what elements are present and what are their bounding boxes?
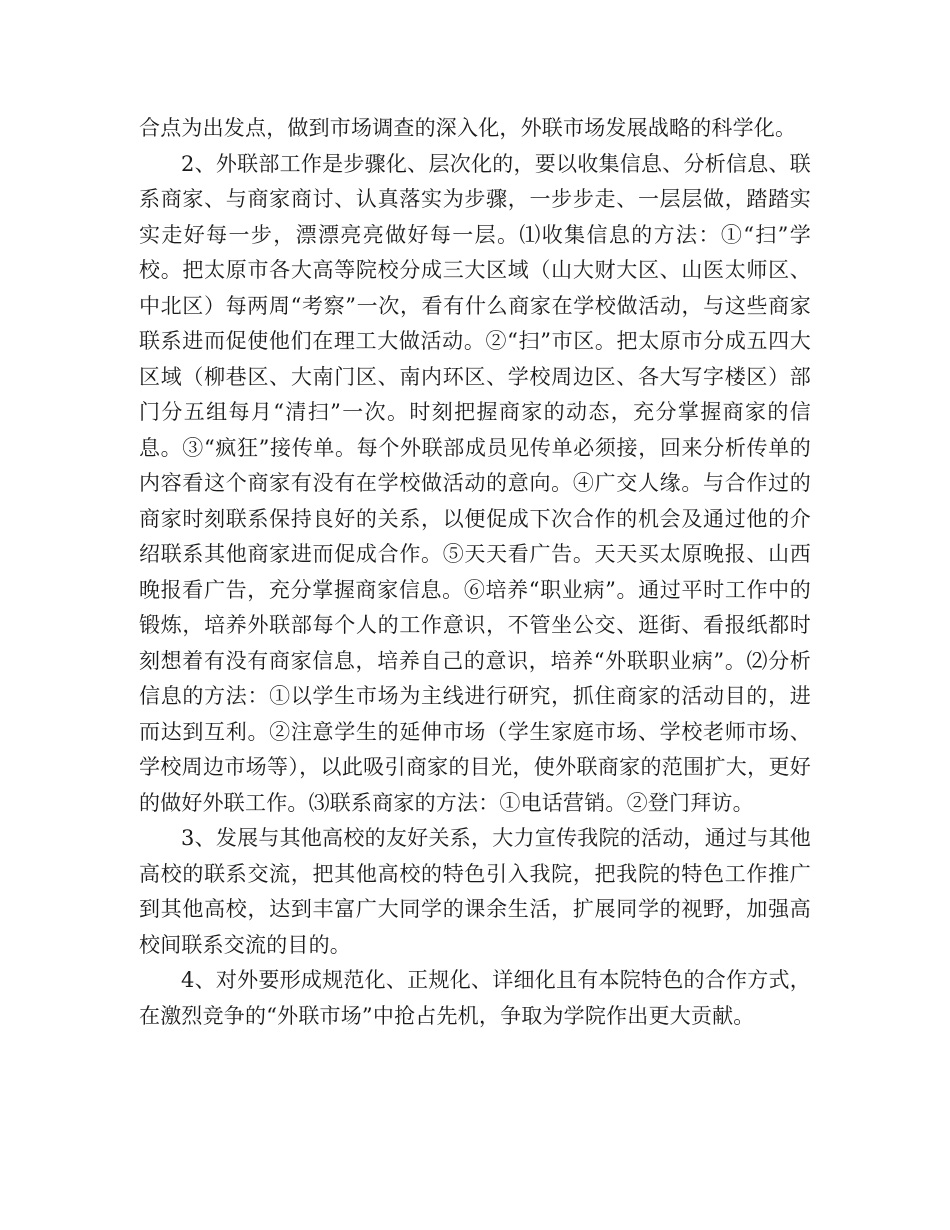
document-body xyxy=(139,111,811,1034)
paragraph-continuation: 合点为出发点，做到市场调查的深入化，外联市场发展战略的科学化。 xyxy=(139,116,797,140)
paragraph-item-4: 4、对外要形成规范化、正规化、详细化且有本院特色的合作方式，在激烈竞争的“外联市场”中抢占先机，争取为学院作出更大贡献。 xyxy=(139,968,811,1028)
paragraph-item-3: 3、发展与其他高校的友好关系，大力宣传我院的活动，通过与其他高校的联系交流，把其他高校的特色引入我院，把我院的特色工作推广到其他高校，达到丰富广大同学的课余生活，扩展同学的视野，加强高校间联系交流的目的。 xyxy=(139,826,811,957)
paragraph-item-2: 2、外联部工作是步骤化、层次化的，要以收集信息、分析信息、联系商家、与商家商讨、认真落实为步骤，一步步走、一层层做，踏踏实实走好每一步，漂漂亮亮做好每一层。⑴收集信息的方法：①“扫”学校。把太原市各大高等院校分成三大区域（山大财大区、山医太师区、中北区）每两周“考察”一次，看有什么商家在学校做活动，与这些商家联系进而促使他们在理工大做活动。②“扫”市区。把太原市分成五四大区域（柳巷区、大南门区、南内环区、学校周边区、各大写字楼区）部门分五组每月“清扫”一次。时刻把握商家的动态，充分掌握商家的信息。③“疯狂”接传单。每个外联部成员见传单必须接，回来分析传单的内容看这个商家有没有在学校做活动的意向。④广交人缘。与合作过的商家时刻联系保持良好的关系，以便促成下次合作的机会及通过他的介绍联系其他商家进而促成合作。⑤天天看广告。天天买太原晚报、山西晚报看广告，充分掌握商家信息。⑥培养“职业病”。通过平时工作中的锻炼，培养外联部每个人的工作意识，不管坐公交、逛街、看报纸都时刻想着有没有商家信息，培养自己的意识，培养“外联职业病”。⑵分析信息的方法：①以学生市场为主线进行研究，抓住商家的活动目的，进而达到互利。②注意学生的延伸市场（学生家庭市场、学校老师市场、学校周边市场等），以此吸引商家的目光，使外联商家的范围扩大，更好的做好外联工作。⑶联系商家的方法：①电话营销。②登门拜访。 xyxy=(139,151,811,815)
